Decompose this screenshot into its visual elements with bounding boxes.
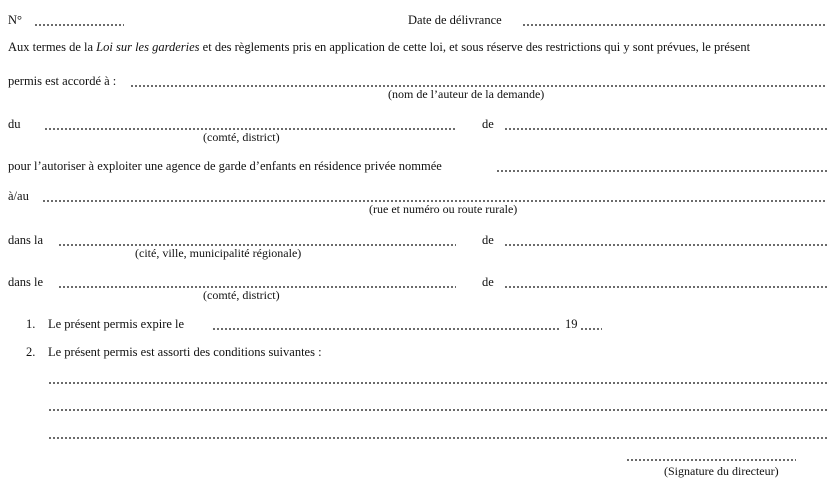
- condition-1-number: 1.: [26, 317, 36, 331]
- county-label: dans le: [8, 275, 44, 289]
- applicant-name-caption: (nom de l’auteur de la demande): [388, 87, 545, 101]
- origin-de-label: de: [482, 117, 494, 131]
- issue-date-field[interactable]: [522, 24, 827, 26]
- condition-line-3[interactable]: [48, 437, 827, 439]
- condition-line-2[interactable]: [48, 409, 827, 411]
- intro-part2: et des règlements pris en application de cette loi, et sous réserve des restrictions qui y sont prévues, le présent: [199, 40, 751, 54]
- city-de-field[interactable]: [504, 244, 827, 246]
- signature-field[interactable]: [626, 459, 796, 461]
- city-label: dans la: [8, 233, 44, 247]
- condition-line-1[interactable]: [48, 382, 827, 384]
- permit-number-field[interactable]: [34, 24, 124, 26]
- intro-text: [8, 39, 750, 55]
- permit-number-label: N°: [8, 13, 23, 27]
- intro-part1: Aux termes de la: [8, 40, 97, 54]
- address-label: à/au: [8, 189, 29, 203]
- address-caption: (rue et numéro ou route rurale): [369, 202, 518, 216]
- origin-de-field[interactable]: [504, 128, 827, 130]
- issue-date-label: Date de délivrance: [408, 13, 502, 27]
- county-de-label: de: [482, 275, 494, 289]
- expiry-year-field[interactable]: [580, 328, 602, 330]
- county-de-field[interactable]: [504, 286, 827, 288]
- expiry-date-field[interactable]: [212, 328, 560, 330]
- purpose-text: pour l’autoriser à exploiter une agence de garde d’enfants en résidence privée nommée: [8, 159, 442, 173]
- city-de-label: de: [482, 233, 494, 247]
- agency-name-field[interactable]: [496, 170, 827, 172]
- expiry-year-prefix: 19: [565, 317, 578, 331]
- law-name: Loi sur les garderies: [96, 40, 200, 54]
- permit-granted-label: permis est accordé à :: [8, 74, 117, 88]
- du-county-caption: (comté, district): [203, 130, 280, 144]
- condition-2-number: 2.: [26, 345, 36, 359]
- county-caption: (comté, district): [203, 288, 280, 302]
- condition-1-text: Le présent permis expire le: [48, 317, 185, 331]
- du-label: du: [8, 117, 21, 131]
- city-caption: (cité, ville, municipalité régionale): [135, 246, 302, 260]
- signature-caption: (Signature du directeur): [664, 464, 779, 478]
- condition-2-text: Le présent permis est assorti des conditions suivantes :: [48, 345, 322, 359]
